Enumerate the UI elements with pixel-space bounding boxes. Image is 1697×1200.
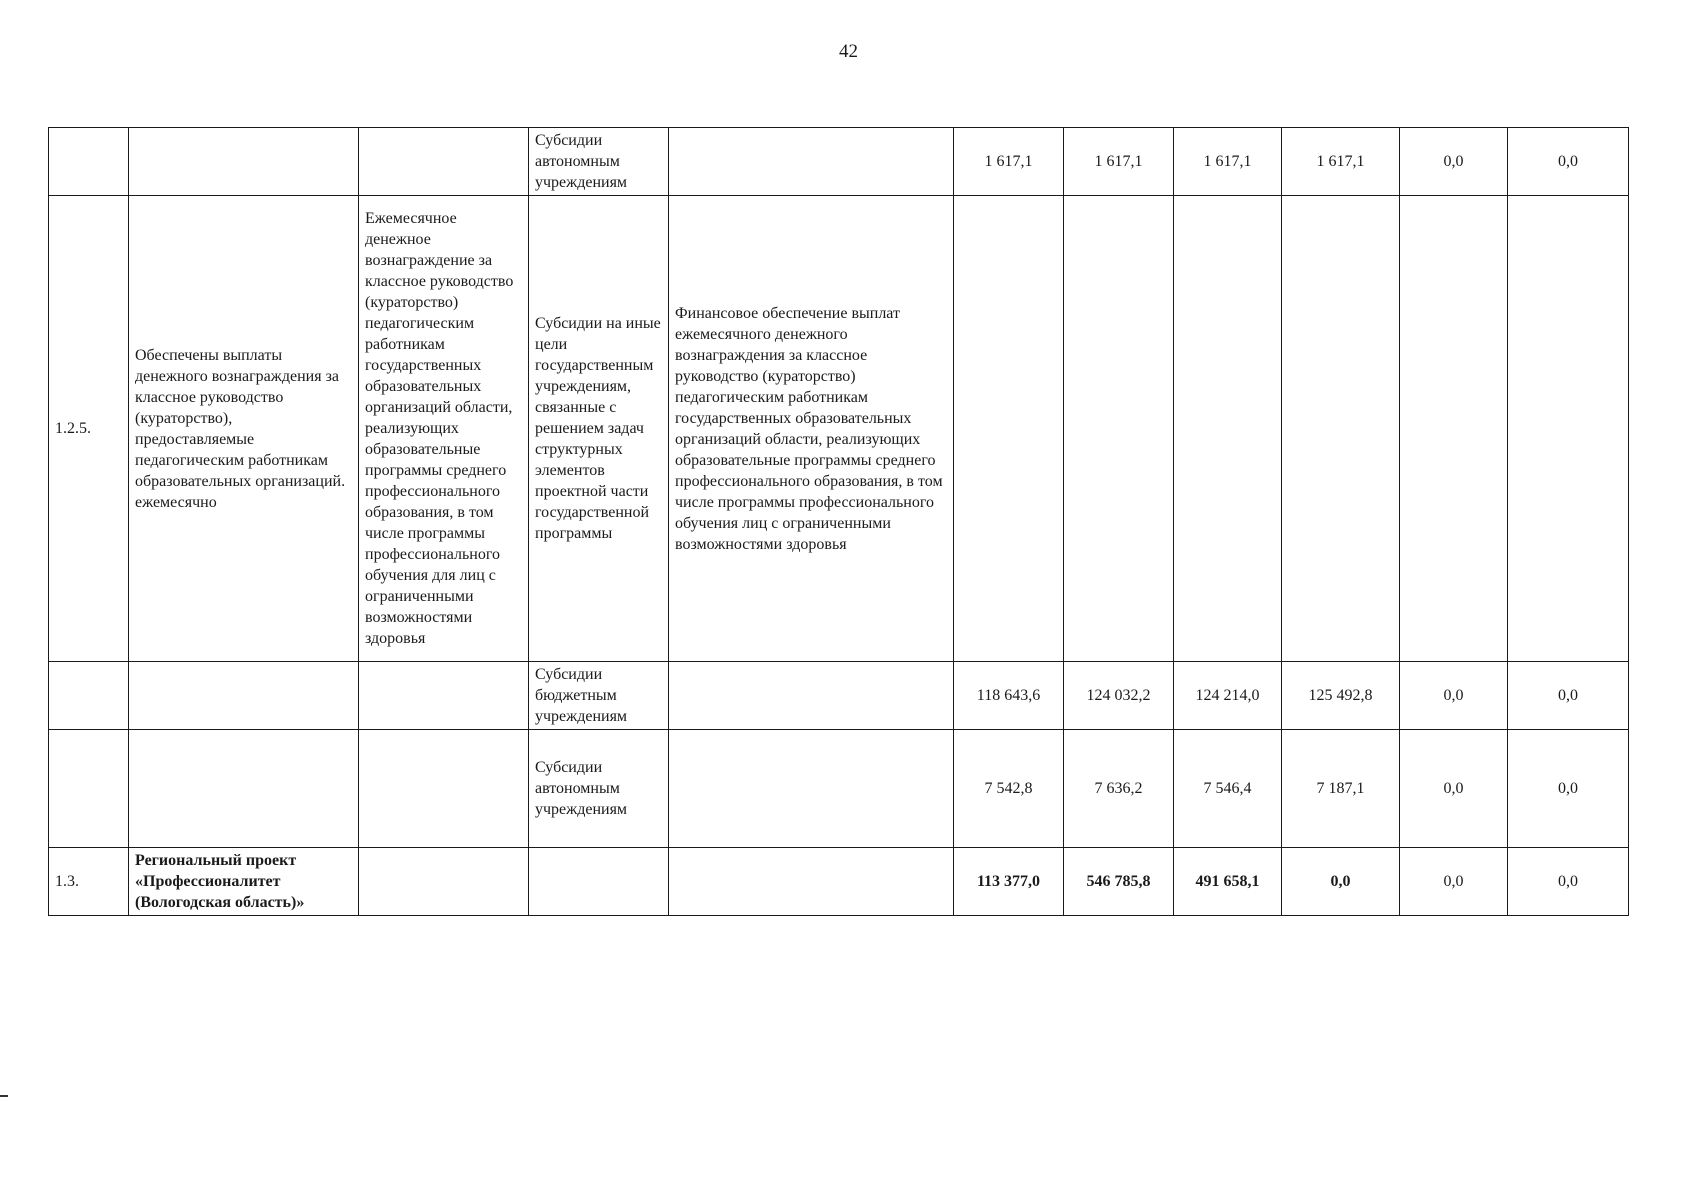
row-value-3: 491 658,1 <box>1174 848 1282 916</box>
row-value-4: 1 617,1 <box>1282 128 1400 196</box>
row-value-4: 125 492,8 <box>1282 662 1400 730</box>
row-measure <box>359 662 529 730</box>
row-result: Обеспечены выплаты денежного вознаграждения за классное руководство (кураторство), предоставляемые педагогическим работникам образовательных организаций. ежемесячно <box>129 196 359 662</box>
table-row <box>49 848 1629 916</box>
row-purpose <box>669 848 954 916</box>
row-value-1: 118 643,6 <box>954 662 1064 730</box>
row-measure: Ежемесячное денежное вознаграждение за классное руководство (кураторство) педагогическим работникам государственных образовательных организаций области, реализующих образовательные программы среднего профессионального образования, в том числе программы профессионального обучения для лиц с ограниченными возможностями здоровья <box>359 196 529 662</box>
table-row <box>49 662 1629 730</box>
table-row <box>49 128 1629 196</box>
table-row <box>49 196 1629 662</box>
row-value-6: 0,0 <box>1508 848 1629 916</box>
row-purpose <box>669 662 954 730</box>
row-purpose: Финансовое обеспечение выплат ежемесячного денежного вознаграждения за классное руководство (кураторство) педагогическим работникам государственных образовательных организаций области, реализующих образовательные программы среднего профессионального образования, в том числе программы профессионального обучения лиц с ограниченными возможностями здоровья <box>669 196 954 662</box>
row-value-2: 124 032,2 <box>1064 662 1174 730</box>
row-value-3: 1 617,1 <box>1174 128 1282 196</box>
row-result: Региональный проект «Профессионалитет (Вологодская область)» <box>129 848 359 916</box>
row-value-2: 1 617,1 <box>1064 128 1174 196</box>
row-value-5: 0,0 <box>1400 662 1508 730</box>
row-result <box>129 662 359 730</box>
scan-mark <box>0 1095 8 1097</box>
row-measure <box>359 730 529 848</box>
row-value-3: 7 546,4 <box>1174 730 1282 848</box>
row-value-5: 0,0 <box>1400 730 1508 848</box>
row-value-1: 7 542,8 <box>954 730 1064 848</box>
row-value-4: 7 187,1 <box>1282 730 1400 848</box>
row-code: 1.3. <box>49 848 129 916</box>
row-value-2: 7 636,2 <box>1064 730 1174 848</box>
row-value-6 <box>1508 196 1629 662</box>
row-value-5 <box>1400 196 1508 662</box>
row-value-5: 0,0 <box>1400 848 1508 916</box>
table-row <box>49 730 1629 848</box>
row-subsidy-type: Субсидии на иные цели государственным учреждениям, связанные с решением задач структурных элементов проектной части государственной программы <box>529 196 669 662</box>
row-value-1: 1 617,1 <box>954 128 1064 196</box>
row-subsidy-type: Субсидии бюджетным учреждениям <box>529 662 669 730</box>
row-measure <box>359 848 529 916</box>
row-code <box>49 128 129 196</box>
row-value-5: 0,0 <box>1400 128 1508 196</box>
row-code: 1.2.5. <box>49 196 129 662</box>
row-value-3: 124 214,0 <box>1174 662 1282 730</box>
row-value-4: 0,0 <box>1282 848 1400 916</box>
row-measure <box>359 128 529 196</box>
row-value-6: 0,0 <box>1508 662 1629 730</box>
row-result <box>129 730 359 848</box>
row-subsidy-type: Субсидии автономным учреждениям <box>529 128 669 196</box>
row-result <box>129 128 359 196</box>
row-value-6: 0,0 <box>1508 730 1629 848</box>
row-subsidy-type: Субсидии автономным учреждениям <box>529 730 669 848</box>
row-purpose <box>669 128 954 196</box>
row-code <box>49 662 129 730</box>
row-value-2 <box>1064 196 1174 662</box>
row-subsidy-type <box>529 848 669 916</box>
page-number: 42 <box>839 41 858 62</box>
budget-table <box>48 127 1629 916</box>
row-value-4 <box>1282 196 1400 662</box>
row-value-2: 546 785,8 <box>1064 848 1174 916</box>
row-value-1 <box>954 196 1064 662</box>
row-purpose <box>669 730 954 848</box>
row-code <box>49 730 129 848</box>
row-value-6: 0,0 <box>1508 128 1629 196</box>
row-value-1: 113 377,0 <box>954 848 1064 916</box>
row-value-3 <box>1174 196 1282 662</box>
